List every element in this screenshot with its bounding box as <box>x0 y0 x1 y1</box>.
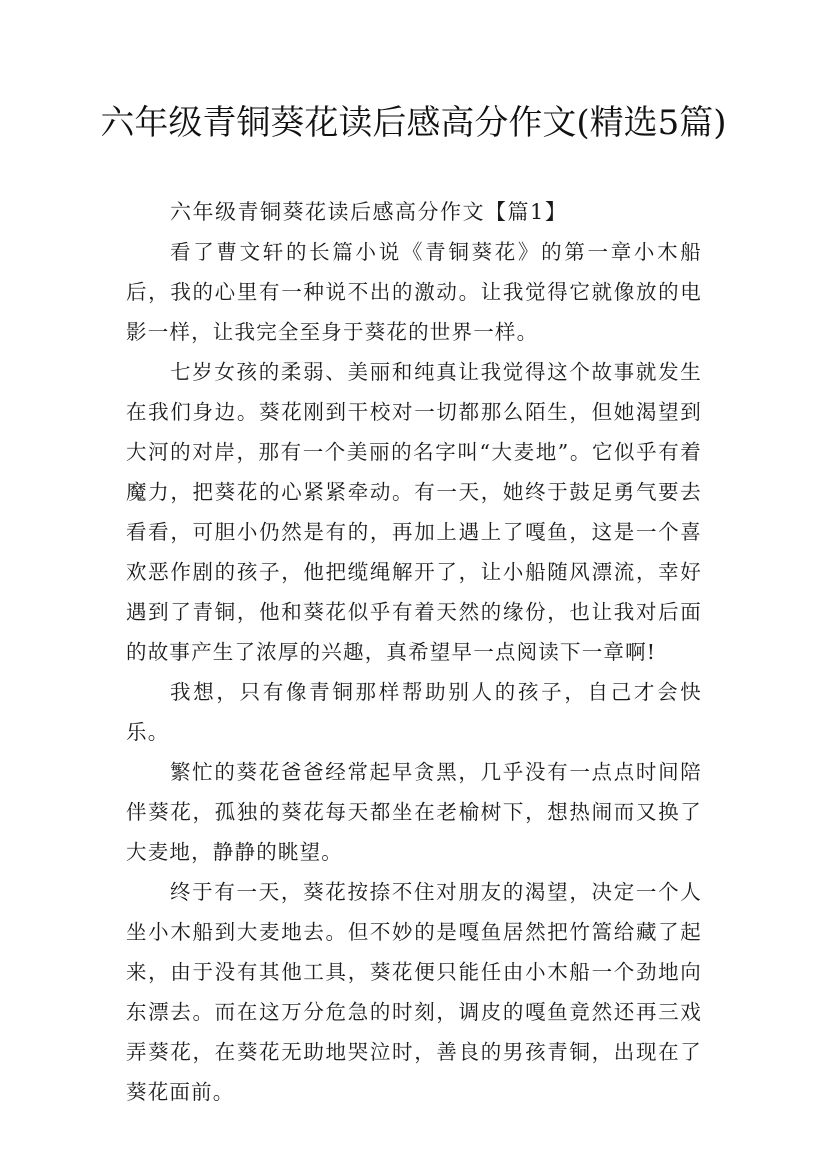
paragraph: 繁忙的葵花爸爸经常起早贪黑，几乎没有一点点时间陪伴葵花，孤独的葵花每天都坐在老榆树下，想热闹而又换了大麦地，静静的眺望。 <box>126 760 702 864</box>
document-body <box>126 192 702 1112</box>
paragraph: 看了曹文轩的长篇小说《青铜葵花》的第一章小木船后，我的心里有一种说不出的激动。让我觉得它就像放的电影一样，让我完全至身于葵花的世界一样。 <box>126 240 702 344</box>
section-heading: 六年级青铜葵花读后感高分作文【篇1】 <box>170 200 568 224</box>
paragraph: 终于有一天，葵花按捺不住对朋友的渴望，决定一个人坐小木船到大麦地去。但不妙的是嘎鱼居然把竹篙给藏了起来，由于没有其他工具，葵花便只能任由小木船一个劲地向东漂去。而在这万分危急的时刻，调皮的嘎鱼竟然还再三戏弄葵花，在葵花无助地哭泣时，善良的男孩青铜，出现在了葵花面前。 <box>126 880 702 1104</box>
paragraph: 我想，只有像青铜那样帮助别人的孩子，自己才会快乐。 <box>126 680 702 744</box>
document-title: 六年级青铜葵花读后感高分作文(精选5篇) <box>100 103 727 143</box>
paragraph: 七岁女孩的柔弱、美丽和纯真让我觉得这个故事就发生在我们身边。葵花刚到干校对一切都那么陌生，但她渴望到大河的对岸，那有一个美丽的名字叫“大麦地”。它似乎有着魔力，把葵花的心紧紧牵动。有一天，她终于鼓足勇气要去看看，可胆小仍然是有的，再加上遇上了嘎鱼，这是一个喜欢恶作剧的孩子，他把缆绳解开了，让小船随风漂流，幸好遇到了青铜，他和葵花似乎有着天然的缘份，也让我对后面的故事产生了浓厚的兴趣，真希望早一点阅读下一章啊! <box>126 360 702 664</box>
